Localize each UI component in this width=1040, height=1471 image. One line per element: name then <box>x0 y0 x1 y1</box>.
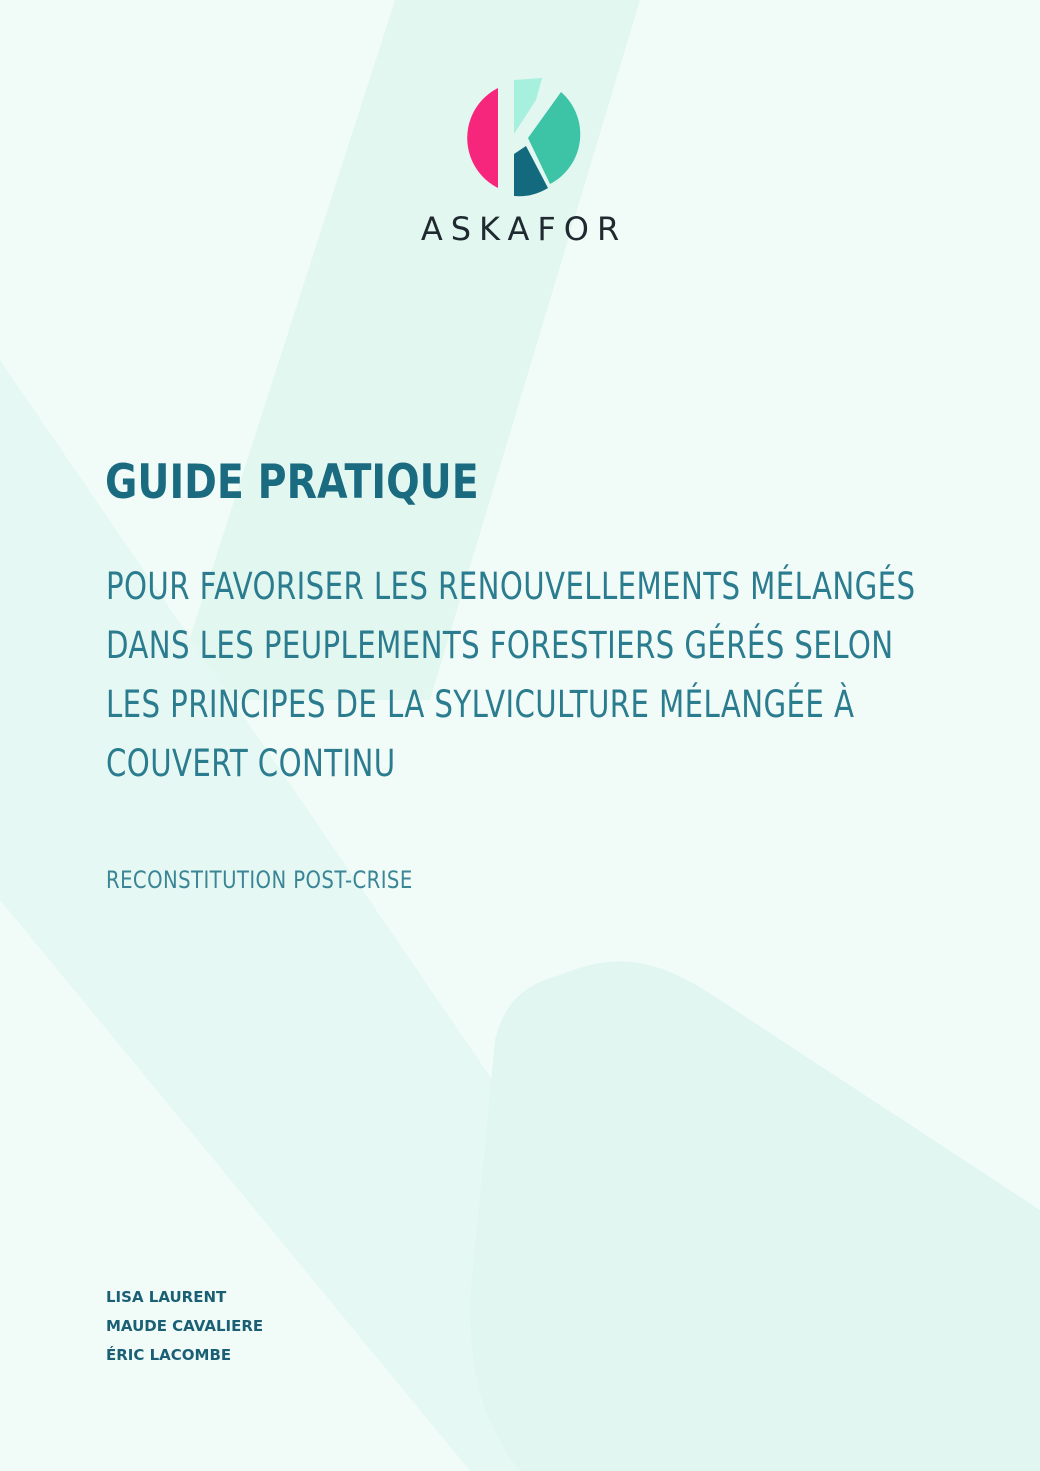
brand-name: ASKAFOR <box>420 210 628 248</box>
subtitle-line: COUVERT CONTINU <box>106 742 396 785</box>
askafor-logo-icon <box>466 76 586 198</box>
author-name: LISA LAURENT <box>106 1288 227 1306</box>
author-name: MAUDE CAVALIERE <box>106 1317 264 1335</box>
page-title: GUIDE PRATIQUE <box>105 455 479 510</box>
author-list <box>106 1283 263 1370</box>
logo-pink-segment <box>467 88 498 188</box>
subtitle-line: POUR FAVORISER LES RENOUVELLEMENTS MÉLANGÉS <box>106 565 916 608</box>
subtitle <box>106 557 916 793</box>
author-name: ÉRIC LACOMBE <box>106 1346 232 1364</box>
tagline: RECONSTITUTION POST-CRISE <box>106 866 413 894</box>
subtitle-line: LES PRINCIPES DE LA SYLVICULTURE MÉLANGÉE À <box>106 683 855 726</box>
subtitle-line: DANS LES PEUPLEMENTS FORESTIERS GÉRÉS SELON <box>106 624 894 667</box>
